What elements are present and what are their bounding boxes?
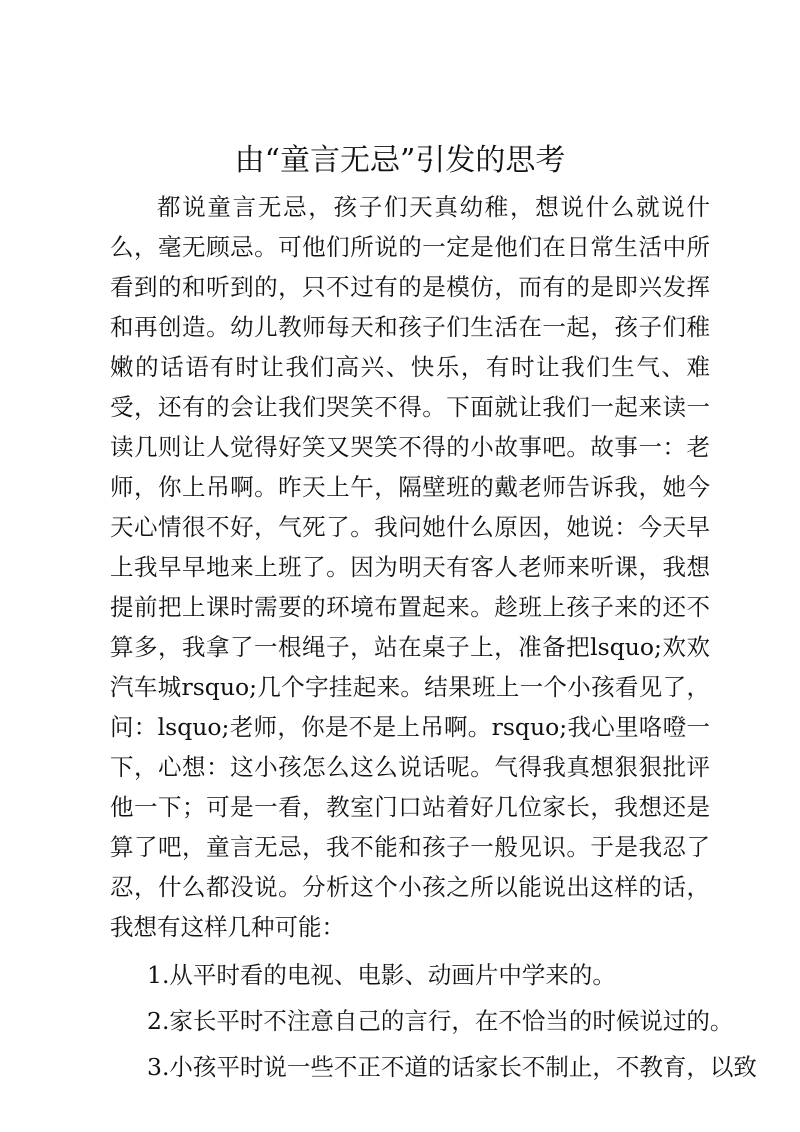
list-item-1: 1.从平时看的电视、电影、动画片中学来的。 — [147, 961, 616, 989]
document-body — [110, 187, 757, 1087]
body-paragraph: 都说童言无忌，孩子们天真幼稚，想说什么就说什么，毫无顾忌。可他们所说的一定是他们在日常生活中所看到的和听到的，只不过有的是模仿，而有的是即兴发挥和再创造。幼儿教师每天和孩子们生活在一起，孩子们稚嫩的话语有时让我们高兴、快乐，有时让我们生气、难受，还有的会让我们哭笑不得。下面就让我们一起来读一读几则让人觉得好笑又哭笑不得的小故事吧。故事一：老师，你上吊啊。昨天上午，隔壁班的戴老师告诉我，她今天心情很不好，气死了。我问她什么原因，她说：今天早上我早早地来上班了。因为明天有客人老师来听课，我想提前把上课时需要的环境布置起来。趁班上孩子来的还不算多，我拿了一根绳子，站在桌子上，准备把lsquo;欢欢汽车城rsquo;几个字挂起来。结果班上一个小孩看见了，问：lsquo;老师，你是不是上吊啊。rsquo;我心里咯噔一下，心想：这小孩怎么这么说话呢。气得我真想狠狠批评他一下；可是一看，教室门口站着好几位家长，我想还是算了吧，童言无忌，我不能和孩子一般见识。于是我忍了忍，什么都没说。分析这个小孩之所以能说出这样的话，我想有这样几种可能： — [110, 193, 710, 941]
list-item-3: 3.小孩平时说一些不正不道的话家长不制止，不教育，以致 — [147, 1053, 757, 1081]
document-title: 由“童言无忌”引发的思考 — [234, 143, 566, 178]
list-item-2: 2.家长平时不注意自己的言行，在不恰当的时候说过的。 — [147, 1007, 734, 1035]
